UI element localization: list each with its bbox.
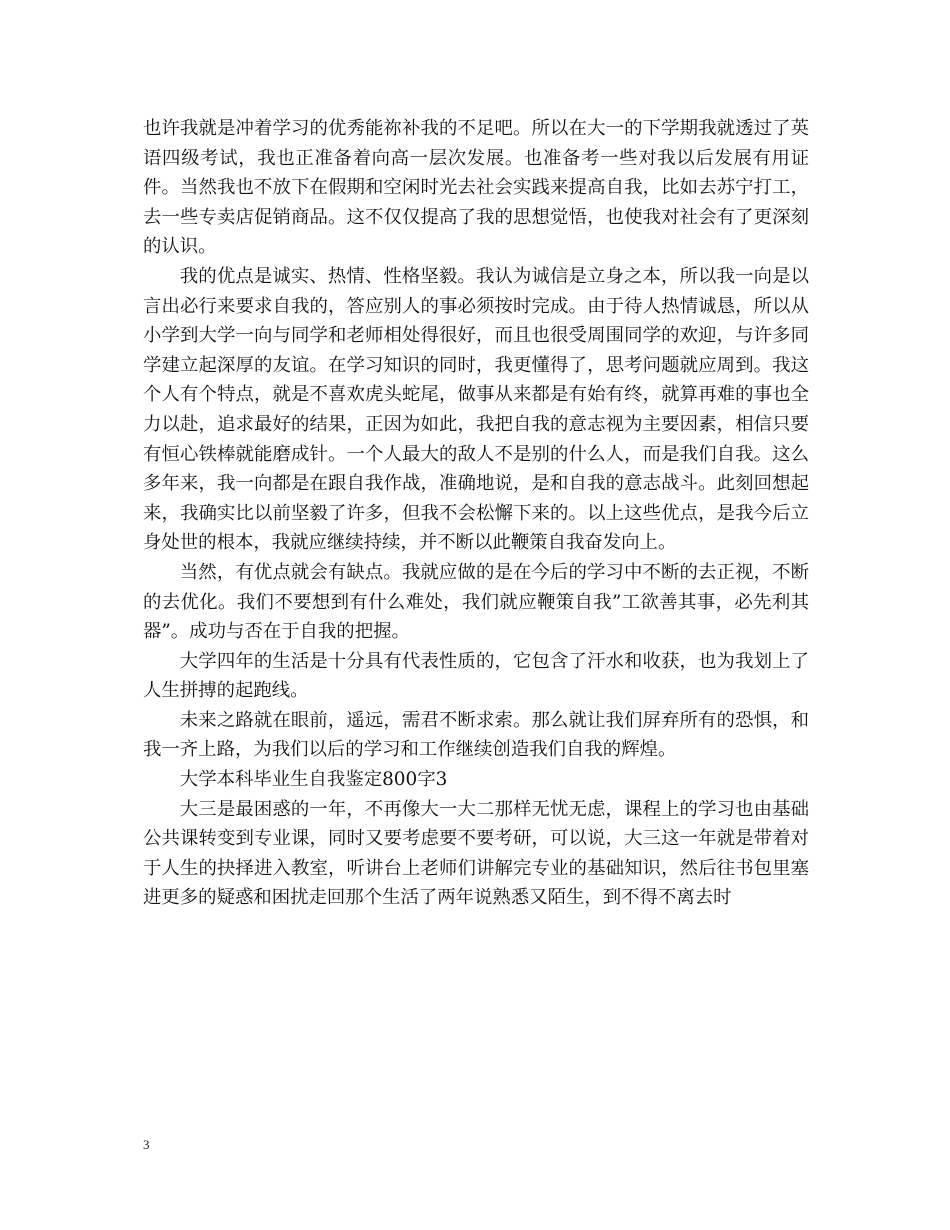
paragraph-1: 也许我就是冲着学习的优秀能祢补我的不足吧。所以在大一的下学期我就透过了英语四级考试，我也正准备着向高一层次发展。也准备考一些对我以后发展有用证件。当然我也不放下在假期和空闲时光去社会实践来提高自我，比如去苏宁打工，去一些专卖店促销商品。这不仅仅提高了我的思想觉悟，也使我对社会有了更深刻的认识。	[143, 118, 809, 258]
paragraph-3: 当然，有优点就会有缺点。我就应做的是在今后的学习中不断的去正视，不断的去优化。我们不要想到有什么难处，我们就应鞭策自我”工欲善其事，必先利其器”。成功与否在于自我的把握。	[143, 561, 809, 643]
paragraph-5: 未来之路就在眼前，遥远，需君不断求索。那么就让我们屏弃所有的恐惧，和我一齐上路，为我们以后的学习和工作继续创造我们自我的辉煌。	[143, 709, 809, 761]
page-number: 3	[143, 1137, 150, 1152]
paragraph-2: 我的优点是诚实、热情、性格坚毅。我认为诚信是立身之本，所以我一向是以言出必行来要求自我的，答应别人的事必须按时完成。由于待人热情诚恳，所以从小学到大学一向与同学和老师相处得很好，而且也很受周围同学的欢迎，与许多同学建立起深厚的友谊。在学习知识的同时，我更懂得了，思考问题就应周到。我这个人有个特点，就是不喜欢虎头蛇尾，做事从来都是有始有终，就算再难的事也全力以赴，追求最好的结果，正因为如此，我把自我的意志视为主要因素，相信只要有恒心铁棒就能磨成针。一个人最大的敌人不是别的什么人，而是我们自我。这么多年来，我一向都是在跟自我作战，准确地说，是和自我的意志战斗。此刻回想起来，我确实比以前坚毅了许多，但我不会松懈下来的。以上这些优点，是我今后立身处世的根本，我就应继续持续，并不断以此鞭策自我奋发向上。	[143, 265, 809, 554]
paragraph-4: 大学四年的生活是十分具有代表性质的，它包含了汗水和收获，也为我划上了人生拼搏的起跑线。	[143, 650, 809, 702]
document-body	[143, 114, 809, 913]
section-heading: 大学本科毕业生自我鉴定800字3	[179, 769, 448, 791]
paragraph-6: 大三是最困惑的一年，不再像大一大二那样无忧无虑，课程上的学习也由基础公共课转变到专业课，同时又要考虑要不要考研，可以说，大三这一年就是带着对于人生的抉择进入教室，听讲台上老师们讲解完专业的基础知识，然后往书包里塞进更多的疑惑和困扰走回那个生活了两年说熟悉又陌生，到不得不离去时	[143, 798, 809, 909]
